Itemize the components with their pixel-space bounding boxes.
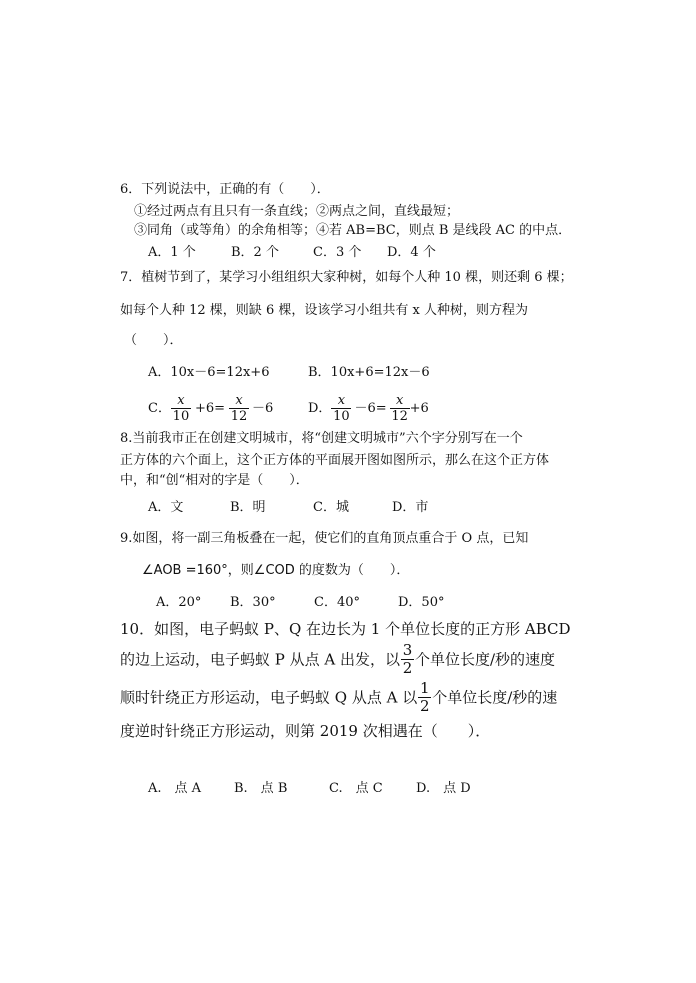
fraction-denominator: 12 <box>230 408 248 424</box>
q8-option-a: A．文 <box>148 500 184 515</box>
q7-option-d-fraction-1 <box>331 394 351 423</box>
q10-line-3 <box>120 681 557 715</box>
q7-option-b: B．10x+6=12x－6 <box>308 365 430 380</box>
q6-option-c: C．3 个 <box>313 245 362 260</box>
q9-option-d: D．50° <box>398 595 445 610</box>
q9-line-1: 9.如图，将一副三角板叠在一起，使它们的直角顶点重合于 O 点，已知 <box>120 531 529 546</box>
q8-option-b: B．明 <box>230 500 266 515</box>
q7-option-c <box>148 394 273 423</box>
q7-option-d <box>308 394 429 423</box>
q9-option-b: B．30° <box>230 595 276 610</box>
q7-option-c-middle: +6= <box>194 401 226 417</box>
fraction-numerator: 1 <box>419 679 430 697</box>
fraction-denominator: 10 <box>333 408 350 424</box>
q10-option-c: C. 点 C <box>329 781 383 796</box>
fraction-numerator: x <box>235 393 243 408</box>
q6-option-b: B．2 个 <box>231 245 279 260</box>
q10-option-a: A. 点 A <box>148 781 202 796</box>
q6-statement-1: ①经过两点有且只有一条直线；②两点之间，直线最短； <box>134 204 460 219</box>
q7-option-d-middle: －6= <box>354 401 387 417</box>
q6-stem: 6．下列说法中，正确的有（ ）． <box>120 182 330 197</box>
fraction-numerator: x <box>177 393 185 408</box>
q7-option-c-fraction-1 <box>171 394 191 423</box>
q7-option-c-fraction-2 <box>229 394 249 423</box>
q7-option-d-tail: +6 <box>409 401 429 417</box>
q7-option-a: A．10x－6=12x+6 <box>148 365 270 380</box>
q10-line-2-end: 个单位长度/秒的速度 <box>415 650 556 669</box>
q10-option-b: B. 点 B <box>234 781 288 796</box>
fraction-numerator: x <box>337 393 346 408</box>
fraction-numerator: 3 <box>402 641 413 659</box>
q10-line-1: 10．如图，电子蚂蚁 P、Q 在边长为 1 个单位长度的正方形 ABCD <box>120 620 571 638</box>
q7-line-3: （ ）． <box>124 333 183 348</box>
q7-line-2: 如每个人种 12 棵，则缺 6 棵，设该学习小组共有 x 人种树，则方程为 <box>120 303 528 318</box>
q10-fraction-three-halves <box>401 643 414 677</box>
fraction-denominator: 12 <box>391 408 408 424</box>
q9-option-c: C．40° <box>314 595 360 610</box>
q6-statement-2: ③同角（或等角）的余角相等；④若 AB=BC，则点 B 是线段 AC 的中点． <box>134 223 572 238</box>
q8-option-c: C．城 <box>313 500 349 515</box>
q8-line-1: 8.当前我市正在创建文明城市，将“创建文明城市”六个字分别写在一个 <box>120 431 523 446</box>
q7-option-d-label: D． <box>308 401 332 417</box>
q10-line-3-end: 个单位长度/秒的速 <box>432 688 558 707</box>
q7-option-d-fraction-2 <box>390 394 410 423</box>
q6-option-d: D．4 个 <box>387 245 436 260</box>
q8-line-3: 中，和“创“相对的字是（ ）． <box>120 473 309 488</box>
fraction-denominator: 2 <box>419 696 430 715</box>
q10-line-2-start: 的边上运动，电子蚂蚁 P 从点 A 出发，以 <box>120 650 400 669</box>
q10-line-4: 度逆时针绕正方形运动，则第 2019 次相遇在（ ）． <box>120 722 491 740</box>
q6-option-a: A．1 个 <box>148 245 196 260</box>
q7-option-c-label: C． <box>148 401 171 417</box>
q10-line-2 <box>120 643 555 677</box>
q10-fraction-one-half <box>418 681 431 715</box>
q10-line-3-start: 顺时针绕正方形运动，电子蚂蚁 Q 从点 A 以 <box>120 688 418 707</box>
q8-option-d: D．市 <box>392 500 429 515</box>
q9-line-2: ∠AOB =160°，则∠COD 的度数为（ ）． <box>142 563 410 578</box>
fraction-denominator: 10 <box>172 408 190 424</box>
q8-line-2: 正方体的六个面上，这个正方体的平面展开图如图所示，那么在这个正方体 <box>120 453 550 468</box>
q7-option-c-tail: －6 <box>252 401 274 417</box>
q10-option-d: D. 点 D <box>416 781 471 796</box>
fraction-denominator: 2 <box>402 658 413 677</box>
q9-option-a: A．20° <box>156 595 202 610</box>
q7-line-1: 7．植树节到了，某学习小组组织大家种树，如每个人种 10 棵，则还剩 6 棵； <box>120 270 573 285</box>
fraction-numerator: x <box>395 393 404 408</box>
